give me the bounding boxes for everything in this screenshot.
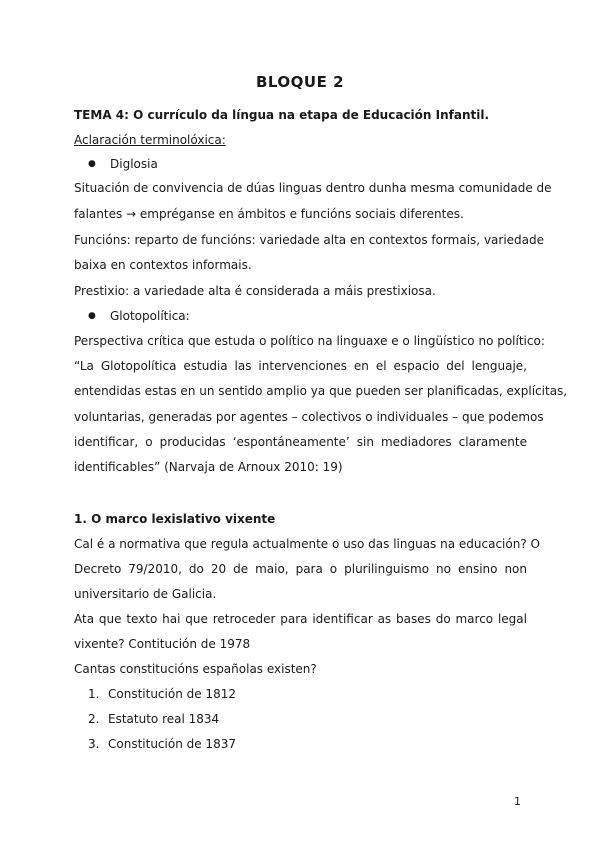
list-item-number: 3.	[88, 737, 100, 751]
diglosia-line-2: falantes → empréganse en ámbitos e funcións sociais diferentes.	[74, 207, 464, 221]
funcions-line-2: baixa en contextos informais.	[74, 258, 252, 272]
section-1-p3: Cantas constitucións españolas existen?	[74, 662, 317, 676]
section-1-p2-line-1: Ata que texto hai que retroceder para identificar as bases do marco legal	[74, 612, 527, 626]
section-1-p1-line-2: Decreto 79/2010, do 20 de maio, para o plurilinguismo no ensino non	[74, 562, 527, 576]
quote-line-5: identificables” (Narvaja de Arnoux 2010: 19)	[74, 460, 343, 474]
quote-line-2: entendidas estas en un sentido amplio ya que pueden ser planificadas, explícitas,	[74, 384, 568, 398]
diglosia-heading: Diglosia	[110, 157, 158, 171]
quote-line-1: “La Glotopolítica estudia las intervenciones en el espacio del lenguaje,	[74, 359, 527, 373]
quote-line-4: identificar, o producidas ‘espontáneamente’ sin mediadores claramente	[74, 435, 527, 449]
perspectiva-line: Perspectiva crítica que estuda o político na linguaxe e o lingüístico no político:	[74, 334, 545, 348]
aclaracion-heading: Aclaración terminolóxica:	[74, 133, 226, 147]
section-1-p1-line-3: universitario de Galicia.	[74, 587, 217, 601]
tema-heading: TEMA 4: O currículo da língua na etapa de Educación Infantil.	[74, 108, 490, 122]
section-1-heading: 1. O marco lexislativo vixente	[74, 512, 276, 526]
page-number: 1	[514, 795, 521, 808]
funcions-line-1: Funcións: reparto de funcións: variedade alta en contextos formais, variedade	[74, 233, 545, 247]
list-item-number: 1.	[88, 687, 100, 701]
section-1-p1-line-1: Cal é a normativa que regula actualmente o uso das linguas na educación? O	[74, 537, 540, 551]
bullet-icon: ●	[88, 311, 96, 321]
list-item: Estatuto real 1834	[108, 712, 220, 726]
list-item: Constitución de 1812	[108, 687, 236, 701]
list-item: Constitución de 1837	[108, 737, 236, 751]
bullet-icon: ●	[88, 159, 96, 169]
prestixio-line: Prestixio: a variedade alta é considerada a máis prestixiosa.	[74, 284, 436, 298]
list-item-number: 2.	[88, 712, 100, 726]
page-title: BLOQUE 2	[255, 73, 345, 91]
section-1-p2-line-2: vixente? Contitución de 1978	[74, 637, 251, 651]
diglosia-line-1: Situación de convivencia de dúas linguas dentro dunha mesma comunidade de	[74, 181, 552, 195]
glotopolitica-heading: Glotopolítica:	[110, 309, 190, 323]
quote-line-3: voluntarias, generadas por agentes – colectivos o individuales – que podemos	[74, 410, 544, 424]
